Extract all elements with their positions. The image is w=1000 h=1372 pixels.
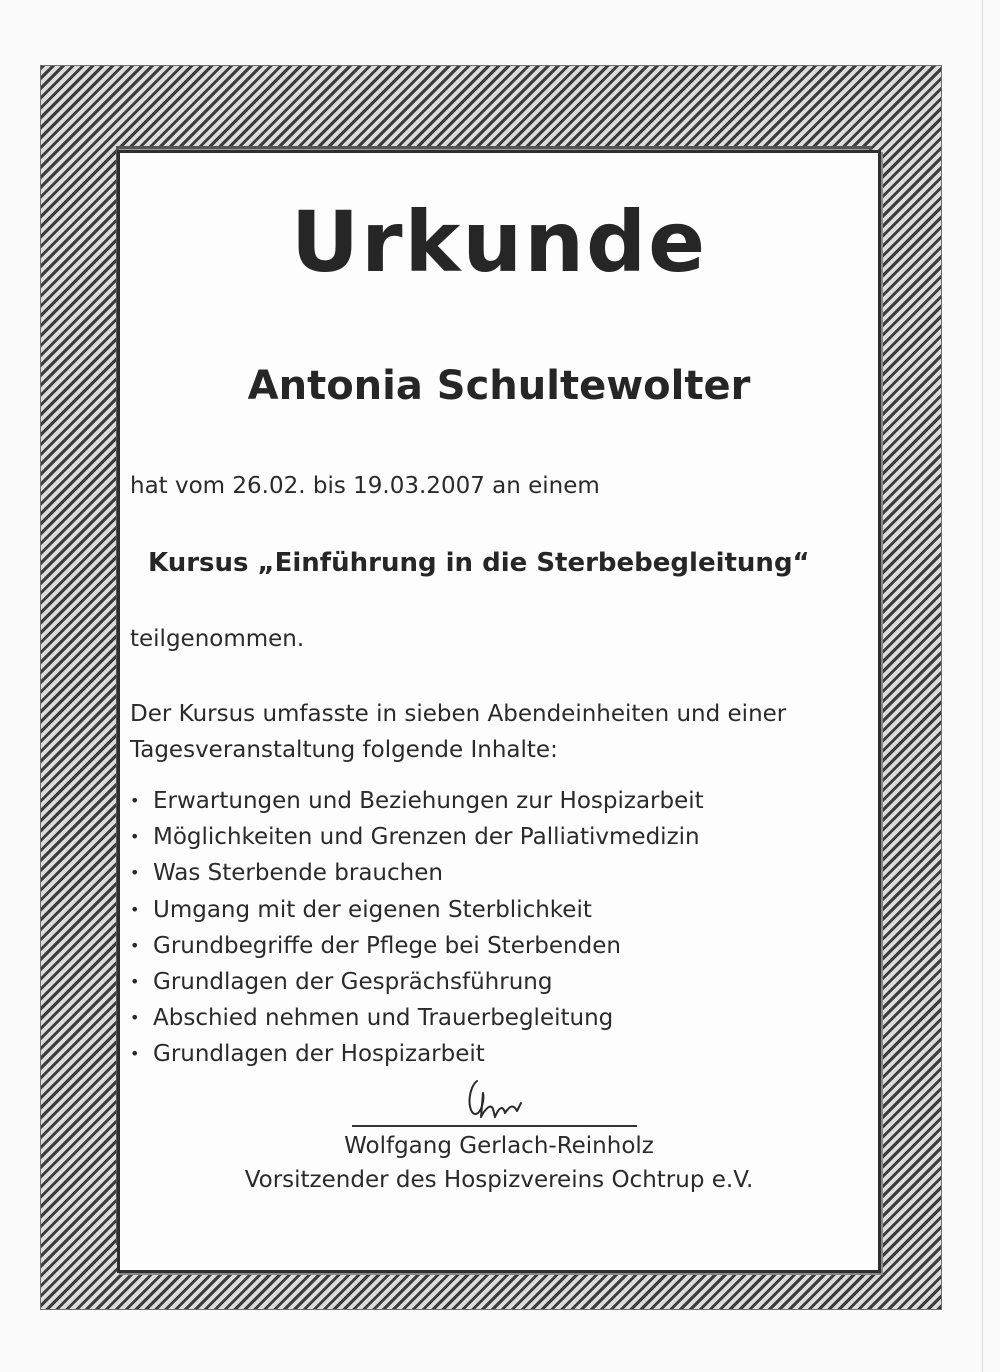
bullet-icon: • xyxy=(130,935,140,955)
list-item xyxy=(130,783,704,819)
topic-text: Möglichkeiten und Grenzen der Palliativmedizin xyxy=(153,824,700,851)
topic-text: Grundlagen der Gesprächsführung xyxy=(153,968,553,995)
course-title: Kursus „Einführung in die Sterbebegleitung“ xyxy=(148,548,810,578)
bullet-icon: • xyxy=(130,899,140,919)
topic-text: Umgang mit der eigenen Sterblichkeit xyxy=(153,896,592,923)
list-item xyxy=(130,892,704,928)
recipient-name: Antonia Schultewolter xyxy=(247,363,751,409)
topic-text: Was Sterbende brauchen xyxy=(153,860,443,887)
signer-role: Vorsitzender des Hospizvereins Ochtrup e.V. xyxy=(244,1167,754,1193)
certificate-title: Urkunde xyxy=(290,193,708,291)
topic-list xyxy=(130,783,704,1073)
bullet-icon: • xyxy=(130,971,140,991)
list-item xyxy=(130,1036,704,1072)
signer-name: Wolfgang Gerlach-Reinholz xyxy=(344,1133,654,1159)
date-line: hat vom 26.02. bis 19.03.2007 an einem xyxy=(130,473,600,499)
bullet-icon: • xyxy=(130,1044,140,1064)
certificate-content xyxy=(120,153,878,1270)
list-item xyxy=(130,855,704,891)
list-item xyxy=(130,1000,704,1036)
signature-icon xyxy=(455,1073,545,1125)
participated-text: teilgenommen. xyxy=(130,626,305,652)
bullet-icon: • xyxy=(130,863,140,883)
intro-line-2: Tagesveranstaltung folgende Inhalte: xyxy=(130,737,558,763)
topic-text: Abschied nehmen und Trauerbegleitung xyxy=(153,1005,614,1032)
intro-line-1: Der Kursus umfasste in sieben Abendeinheiten und einer xyxy=(130,701,787,727)
bullet-icon: • xyxy=(130,1008,140,1028)
bullet-icon: • xyxy=(130,827,140,847)
topic-text: Grundlagen der Hospizarbeit xyxy=(153,1041,485,1068)
bullet-icon: • xyxy=(130,791,140,810)
signature-line xyxy=(352,1125,637,1127)
signature-block xyxy=(120,1073,878,1233)
topic-text: Erwartungen und Beziehungen zur Hospizarbeit xyxy=(153,788,704,814)
list-item xyxy=(130,928,704,964)
list-item xyxy=(130,819,704,855)
list-item xyxy=(130,964,704,1000)
topic-text: Grundbegriffe der Pflege bei Sterbenden xyxy=(153,932,621,959)
certificate-paper xyxy=(117,150,881,1273)
